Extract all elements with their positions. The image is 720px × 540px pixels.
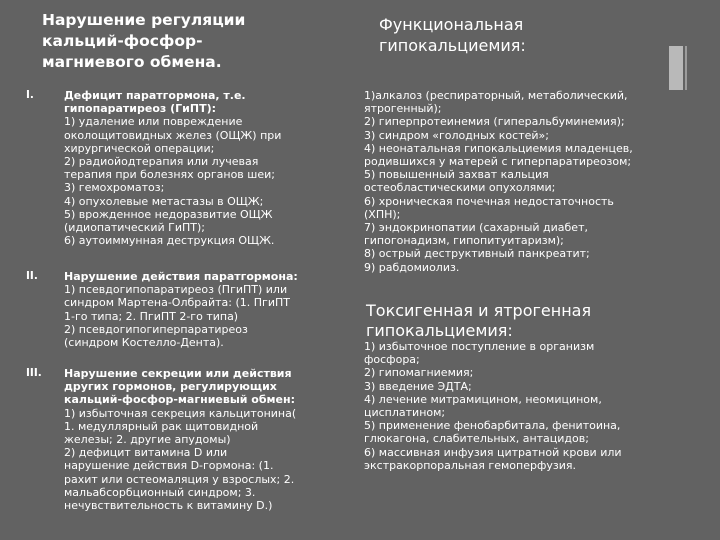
- section-heading: Нарушение секреции или действия других гормонов, регулирующих кальций-фосфор-магниевый обмен:: [64, 367, 295, 407]
- decorative-bar: [669, 46, 683, 90]
- left-title: Нарушение регуляции кальций-фосфор- магниевого обмена.: [42, 11, 246, 71]
- section-text: 1) удаление или повреждение околощитовидных желез (ОЩЖ) при хирургической операции; 2) радиойодтерапия или лучевая терапия при болезнях органов шеи; 3) гемохроматоз; 4) опухолевые метастазы в ОЩЖ; 5) врожденное недоразвитие ОЩЖ (идиопатический ГиПТ); 6) аутоиммунная деструкция ОЩЖ.: [64, 115, 282, 248]
- section-text: 1) избыточная секреция кальцитонина( 1. медуллярный рак щитовидной железы; 2. другие апудомы) 2) дефицит витамина D или нарушение действия D-гормона: (1. рахит или остеомаляция у взрослых; 2. мальабсорбционный синдром; 3. нечувствительность к витамину D.): [64, 406, 297, 513]
- section-heading: Дефицит паратгормона, т.е. гипопаратиреоз (ГиПТ):: [64, 89, 246, 116]
- functional-causes-list: 1)алкалоз (респираторный, метаболический, ятрогенный); 2) гиперпротеинемия (гиперальбуминемия); 3) синдром «голодных костей»; 4) неонатальная гипокальциемия младенцев, родившихся у матерей с гиперпаратиреозом; 5) повышенный захват кальция остеобластическими опухолями; 6) хроническая почечная недостаточность (ХПН); 7) эндокринопатии (сахарный диабет, гипогонадизм, гипопитуитаризм); 8) острый деструктивный панкреатит; 9) рабдомиолиз.: [364, 89, 633, 274]
- section-number: II.: [26, 270, 38, 282]
- section-heading: Нарушение действия паратгормона:: [64, 270, 298, 283]
- section-number: III.: [26, 367, 42, 379]
- section-text: 1) псевдогипопаратиреоз (ПгиПТ) или синдром Мартена-Олбрайта: (1. ПгиПТ 1-го типа; 2. ПгиПТ 2-го типа) 2) псевдогипогиперпаратиреоз (синдром Костелло-Дента).: [64, 283, 290, 350]
- toxigenic-causes-list: 1) избыточное поступление в организм фосфора; 2) гипомагниемия; 3) введение ЭДТА; 4) лечение митрамицином, неомицином, цисплатином; 5) применение фенобарбитала, фенитоина, глюкагона, слабительных, антацидов; 6) массивная инфузия цитратной крови или экстракорпоральная гемоперфузия.: [364, 340, 622, 472]
- section-number: I.: [26, 89, 34, 101]
- right-title: Функциональная гипокальциемия:: [379, 15, 526, 55]
- section-1: [26, 89, 356, 247]
- section-3: [26, 367, 356, 512]
- section-2: [26, 270, 356, 349]
- right-subtitle: Токсигенная и ятрогенная гипокальциемия:: [366, 301, 592, 340]
